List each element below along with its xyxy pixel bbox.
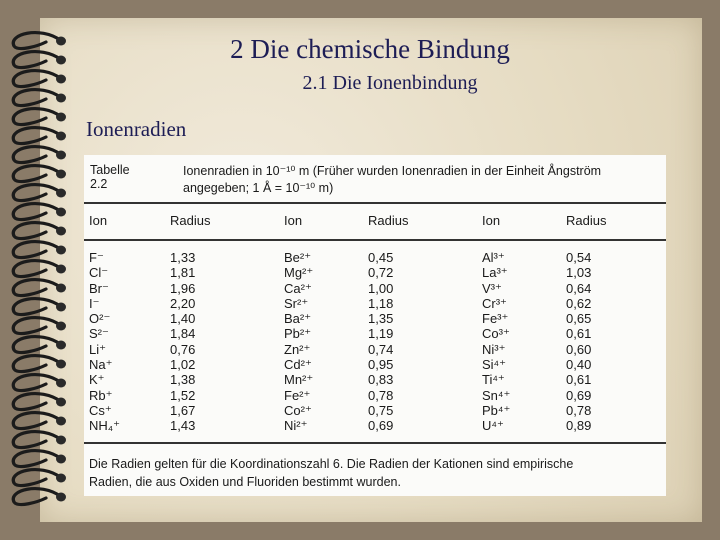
binding-hole bbox=[56, 436, 66, 445]
radius-cell: 0,76 bbox=[170, 341, 196, 357]
radius-cell: 0,78 bbox=[368, 387, 394, 403]
ion-cell: Co²⁺ bbox=[284, 402, 312, 418]
radius-cell: 0,75 bbox=[368, 402, 394, 418]
ion-cell: Br⁻ bbox=[89, 280, 109, 296]
ion-cell: Sr²⁺ bbox=[284, 295, 309, 311]
binding-ring bbox=[13, 299, 60, 315]
radius-cell: 1,33 bbox=[170, 250, 196, 265]
table-rule-top bbox=[84, 202, 666, 204]
radius-column-1 bbox=[170, 250, 195, 434]
radius-cell: 1,67 bbox=[170, 402, 196, 418]
binding-hole bbox=[56, 474, 66, 483]
ion-cell: Mg²⁺ bbox=[284, 265, 314, 281]
ion-cell: O²⁻ bbox=[89, 311, 111, 327]
binding-ring bbox=[13, 185, 60, 201]
binding-ring bbox=[13, 166, 60, 182]
radius-cell: 1,00 bbox=[368, 280, 394, 296]
binding-ring bbox=[13, 489, 60, 505]
slide-heading: Ionenradien bbox=[86, 117, 187, 141]
ion-cell: U⁴⁺ bbox=[482, 418, 504, 434]
radius-cell: 0,74 bbox=[368, 341, 394, 357]
binding-hole bbox=[56, 284, 66, 293]
ion-cell: Ca²⁺ bbox=[284, 280, 312, 296]
ion-cell: K⁺ bbox=[89, 372, 105, 388]
ion-cell: Rb⁺ bbox=[89, 387, 113, 403]
binding-hole bbox=[56, 360, 66, 369]
ion-cell: Cs⁺ bbox=[89, 402, 112, 418]
radius-cell: 0,62 bbox=[566, 295, 592, 311]
binding-ring bbox=[13, 394, 60, 410]
slide-title: 2 Die chemische Bindung bbox=[230, 34, 510, 64]
binding-hole bbox=[56, 246, 66, 255]
binding-ring bbox=[13, 147, 60, 163]
radius-cell: 0,64 bbox=[566, 280, 592, 296]
ion-cell: S²⁻ bbox=[89, 326, 109, 342]
radius-cell: 1,18 bbox=[368, 295, 394, 311]
ion-cell: Cd²⁺ bbox=[284, 357, 312, 373]
binding-hole bbox=[56, 379, 66, 388]
ion-cell: Cr³⁺ bbox=[482, 295, 507, 311]
binding-ring bbox=[13, 413, 60, 429]
binding-hole bbox=[56, 398, 66, 407]
binding-hole bbox=[56, 455, 66, 464]
binding-ring bbox=[13, 242, 60, 258]
ion-cell: Ba²⁺ bbox=[284, 311, 312, 327]
header-radius-3: Radius bbox=[566, 213, 607, 228]
radius-cell: 0,60 bbox=[566, 341, 592, 357]
binding-hole bbox=[56, 493, 66, 502]
radius-cell: 1,52 bbox=[170, 387, 196, 403]
radius-cell: 1,38 bbox=[170, 372, 196, 388]
radius-cell: 0,69 bbox=[368, 418, 394, 434]
binding-ring bbox=[13, 223, 60, 239]
ion-cell: Pb⁴⁺ bbox=[482, 402, 511, 418]
binding-hole bbox=[56, 265, 66, 274]
radius-cell: 0,61 bbox=[566, 372, 592, 388]
ion-cell: Pb²⁺ bbox=[284, 326, 312, 342]
binding-ring bbox=[13, 337, 60, 353]
radius-cell: 0,65 bbox=[566, 311, 592, 327]
footnote-line-2: Radien, die aus Oxiden und Fluoriden bestimmt wurden. bbox=[89, 475, 401, 489]
radius-cell: 1,96 bbox=[170, 280, 196, 296]
radius-column-2 bbox=[368, 250, 393, 434]
radius-cell: 1,81 bbox=[170, 265, 196, 281]
ion-column-3 bbox=[482, 250, 510, 434]
radius-cell: 0,72 bbox=[368, 265, 394, 281]
binding-ring bbox=[13, 280, 60, 296]
ion-cell: Co³⁺ bbox=[482, 326, 510, 342]
header-ion-3: Ion bbox=[482, 213, 501, 228]
binding-hole bbox=[56, 341, 66, 350]
ion-cell: Mn²⁺ bbox=[284, 372, 314, 388]
binding-hole bbox=[56, 170, 66, 179]
ion-cell: Fe²⁺ bbox=[284, 387, 311, 403]
binding-hole bbox=[56, 189, 66, 198]
ion-cell: V³⁺ bbox=[482, 280, 502, 296]
ion-column-2 bbox=[284, 250, 313, 434]
radius-cell: 0,89 bbox=[566, 418, 592, 434]
binding-ring bbox=[13, 470, 60, 486]
radius-cell: 0,40 bbox=[566, 357, 592, 373]
binding-ring bbox=[13, 375, 60, 391]
radius-cell: 0,61 bbox=[566, 326, 592, 342]
footnote-line-1: Die Radien gelten für die Koordinationszahl 6. Die Radien der Kationen sind empirische bbox=[89, 457, 574, 471]
binding-hole bbox=[56, 303, 66, 312]
radius-cell: 1,19 bbox=[368, 326, 394, 342]
ion-cell: Ni²⁺ bbox=[284, 418, 308, 434]
binding-hole bbox=[56, 322, 66, 331]
binding-hole bbox=[56, 417, 66, 426]
binding-hole bbox=[56, 208, 66, 217]
radius-cell: 1,02 bbox=[170, 357, 196, 373]
table-rule-bottom bbox=[84, 442, 666, 444]
binding-ring bbox=[13, 432, 60, 448]
ion-cell: Na⁺ bbox=[89, 357, 113, 373]
radius-column-3 bbox=[566, 250, 591, 434]
ion-cell: Sn⁴⁺ bbox=[482, 387, 511, 403]
binding-ring bbox=[13, 128, 60, 144]
radius-cell: 0,78 bbox=[566, 402, 592, 418]
header-ion-2: Ion bbox=[284, 213, 303, 228]
binding-ring bbox=[13, 451, 60, 467]
binding-hole bbox=[56, 132, 66, 141]
ion-cell: F⁻ bbox=[89, 250, 104, 265]
binding-ring bbox=[13, 109, 60, 125]
ion-cell: Be²⁺ bbox=[284, 250, 312, 265]
radius-cell: 1,35 bbox=[368, 311, 394, 327]
binding-ring bbox=[13, 261, 60, 277]
ion-cell: I⁻ bbox=[89, 295, 100, 311]
ion-cell: Ni³⁺ bbox=[482, 341, 506, 357]
binding-hole bbox=[56, 227, 66, 236]
ion-radii-table bbox=[84, 155, 666, 496]
radius-cell: 0,83 bbox=[368, 372, 394, 388]
radius-cell: 0,45 bbox=[368, 250, 394, 265]
ion-cell: Cl⁻ bbox=[89, 265, 109, 281]
radius-cell: 0,95 bbox=[368, 357, 394, 373]
binding-hole bbox=[56, 151, 66, 160]
ion-cell: Al³⁺ bbox=[482, 250, 505, 265]
table-rule-header bbox=[84, 239, 666, 241]
ion-cell: NH₄⁺ bbox=[89, 418, 120, 434]
binding-ring bbox=[13, 356, 60, 372]
ion-cell: Li⁺ bbox=[89, 341, 106, 357]
radius-cell: 2,20 bbox=[170, 295, 196, 311]
ion-cell: La³⁺ bbox=[482, 265, 508, 281]
caption-line-2: angegeben; 1 Å = 10⁻¹⁰ m) bbox=[183, 181, 334, 195]
binding-hole bbox=[56, 113, 66, 122]
table-label: Tabelle 2.2 bbox=[90, 163, 130, 191]
header-ion-1: Ion bbox=[89, 213, 108, 228]
radius-cell: 1,40 bbox=[170, 311, 196, 327]
caption-line-1: Ionenradien in 10⁻¹⁰ m (Früher wurden Ionenradien in der Einheit Ångström bbox=[183, 164, 602, 178]
radius-cell: 1,03 bbox=[566, 265, 592, 281]
ion-cell: Zn²⁺ bbox=[284, 341, 311, 357]
ion-cell: Fe³⁺ bbox=[482, 311, 509, 327]
header-radius-2: Radius bbox=[368, 213, 409, 228]
binding-ring bbox=[13, 204, 60, 220]
ion-column-1 bbox=[89, 250, 120, 434]
radius-cell: 0,69 bbox=[566, 387, 592, 403]
ion-cell: Si⁴⁺ bbox=[482, 357, 507, 373]
header-radius-1: Radius bbox=[170, 213, 211, 228]
table-footnote bbox=[89, 455, 659, 491]
ion-cell: Ti⁴⁺ bbox=[482, 372, 505, 388]
binding-ring bbox=[13, 318, 60, 334]
slide-subtitle: 2.1 Die Ionenbindung bbox=[302, 72, 478, 94]
radius-cell: 0,54 bbox=[566, 250, 592, 265]
radius-cell: 1,84 bbox=[170, 326, 196, 342]
radius-cell: 1,43 bbox=[170, 418, 196, 434]
